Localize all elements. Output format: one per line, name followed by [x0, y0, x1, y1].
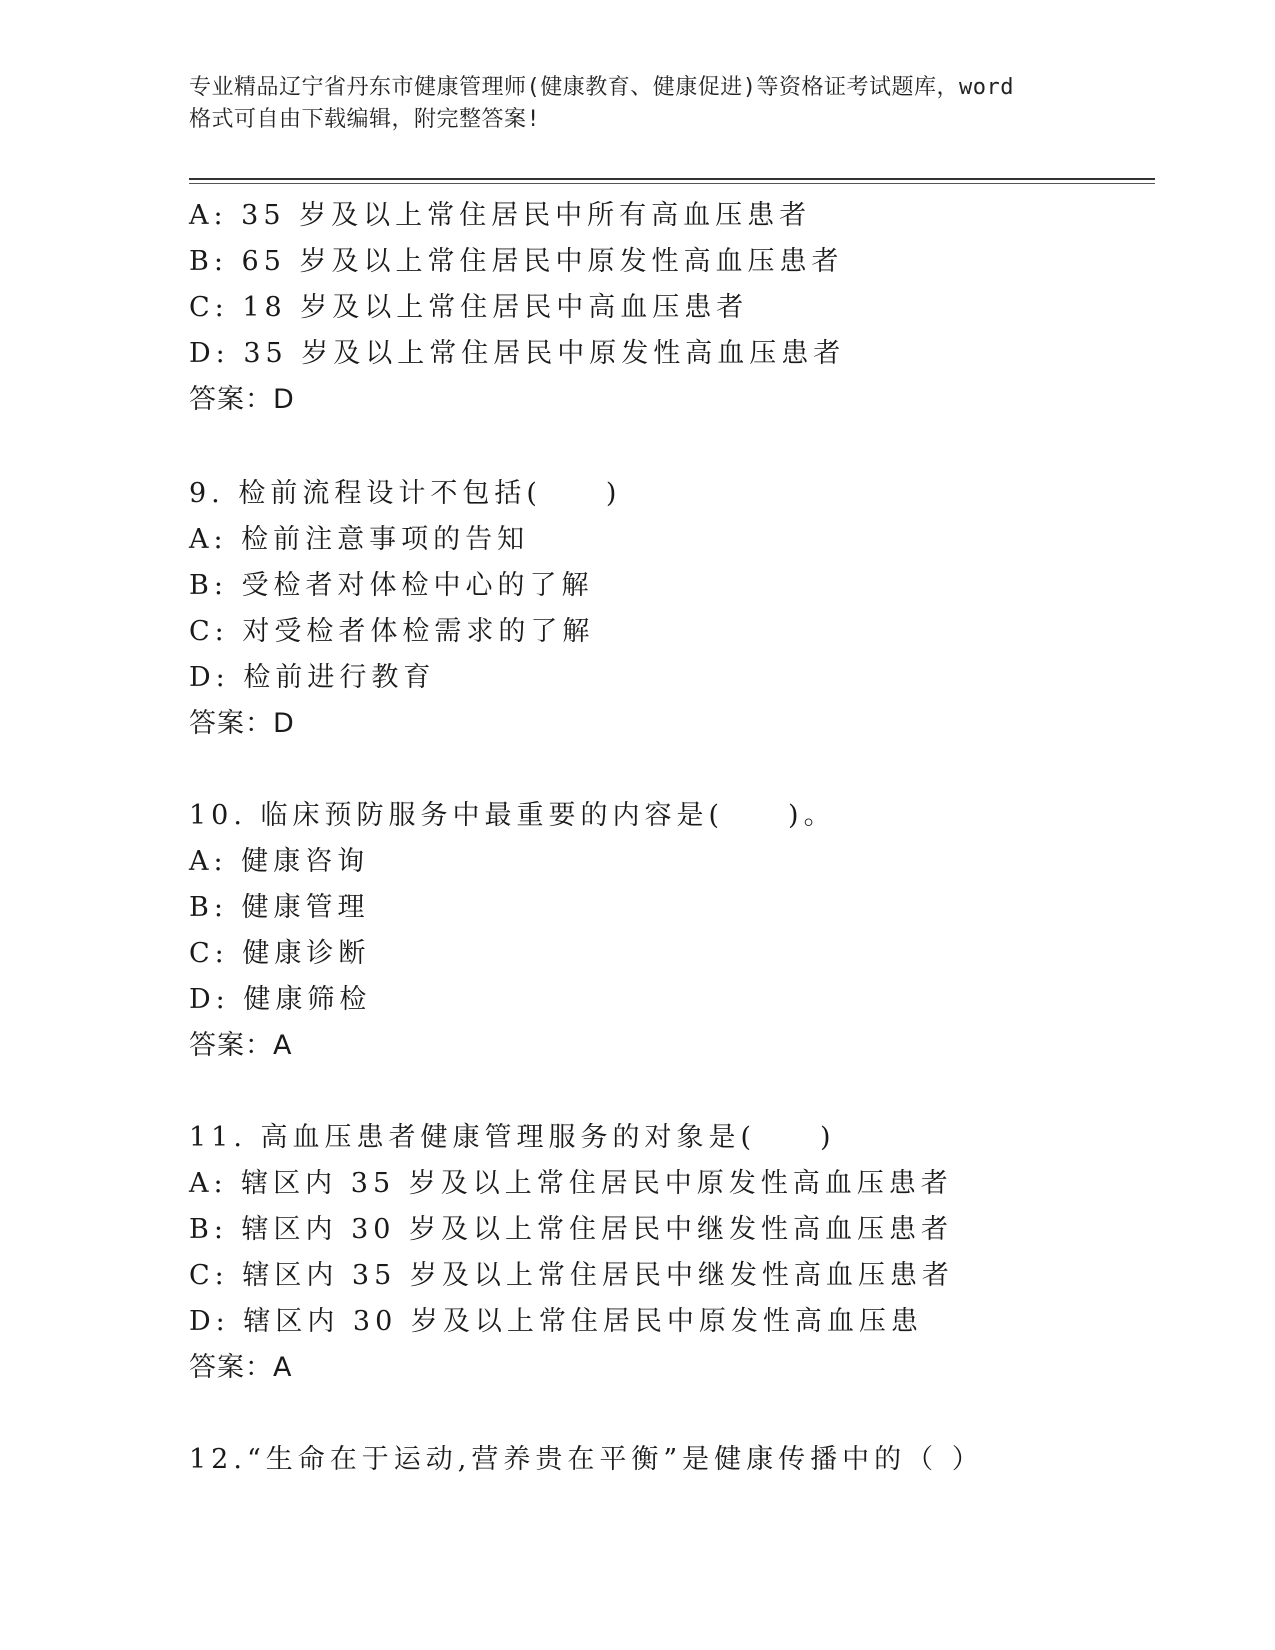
header-line-1: 专业精品辽宁省丹东市健康管理师(健康教育、健康促进)等资格证考试题库，word — [189, 75, 1014, 100]
option-a: A: 35 岁及以上常住居民中所有高血压患者 — [189, 200, 812, 231]
question-text: 9. 检前流程设计不包括( ) — [189, 478, 622, 509]
option-b: B: 65 岁及以上常住居民中原发性高血压患者 — [189, 246, 844, 277]
option-c: C: 对受检者体检需求的了解 — [189, 616, 595, 647]
question-text: 12.“生命在于运动,营养贵在平衡”是健康传播中的（ ） — [189, 1444, 984, 1475]
question-block-9 — [189, 471, 1149, 747]
question-text: 11. 高血压患者健康管理服务的对象是( ) — [189, 1122, 836, 1153]
question-block-11 — [189, 1115, 1149, 1391]
answer-line: 答案：D — [189, 708, 295, 739]
option-b: B: 健康管理 — [189, 892, 370, 923]
document-header — [189, 72, 1119, 136]
option-b: B: 受检者对体检中心的了解 — [189, 570, 594, 601]
question-text: 10. 临床预防服务中最重要的内容是( )。 — [189, 800, 836, 831]
option-d: D: 检前进行教育 — [189, 662, 436, 693]
option-d: D: 35 岁及以上常住居民中原发性高血压患者 — [189, 338, 846, 369]
answer-line: 答案：D — [189, 384, 295, 415]
answer-line: 答案：A — [189, 1030, 293, 1061]
answer-line: 答案：A — [189, 1352, 293, 1383]
question-list — [189, 193, 1149, 1483]
option-a: A: 健康咨询 — [189, 846, 370, 877]
header-divider-thin — [189, 183, 1155, 184]
question-block-12 — [189, 1437, 1149, 1483]
option-c: C: 辖区内 35 岁及以上常住居民中继发性高血压患者 — [189, 1260, 954, 1291]
header-line-2: 格式可自由下载编辑，附完整答案! — [189, 107, 541, 132]
option-a: A: 辖区内 35 岁及以上常住居民中原发性高血压患者 — [189, 1168, 953, 1199]
option-d: D: 辖区内 30 岁及以上常住居民中原发性高血压患 — [189, 1306, 923, 1337]
option-c: C: 健康诊断 — [189, 938, 371, 969]
option-d: D: 健康筛检 — [189, 984, 372, 1015]
option-a: A: 检前注意事项的告知 — [189, 524, 530, 555]
question-block-10 — [189, 793, 1149, 1069]
question-block-prev — [189, 193, 1149, 423]
option-b: B: 辖区内 30 岁及以上常住居民中继发性高血压患者 — [189, 1214, 954, 1245]
option-c: C: 18 岁及以上常住居民中高血压患者 — [189, 292, 749, 323]
header-divider-thick — [189, 178, 1155, 180]
